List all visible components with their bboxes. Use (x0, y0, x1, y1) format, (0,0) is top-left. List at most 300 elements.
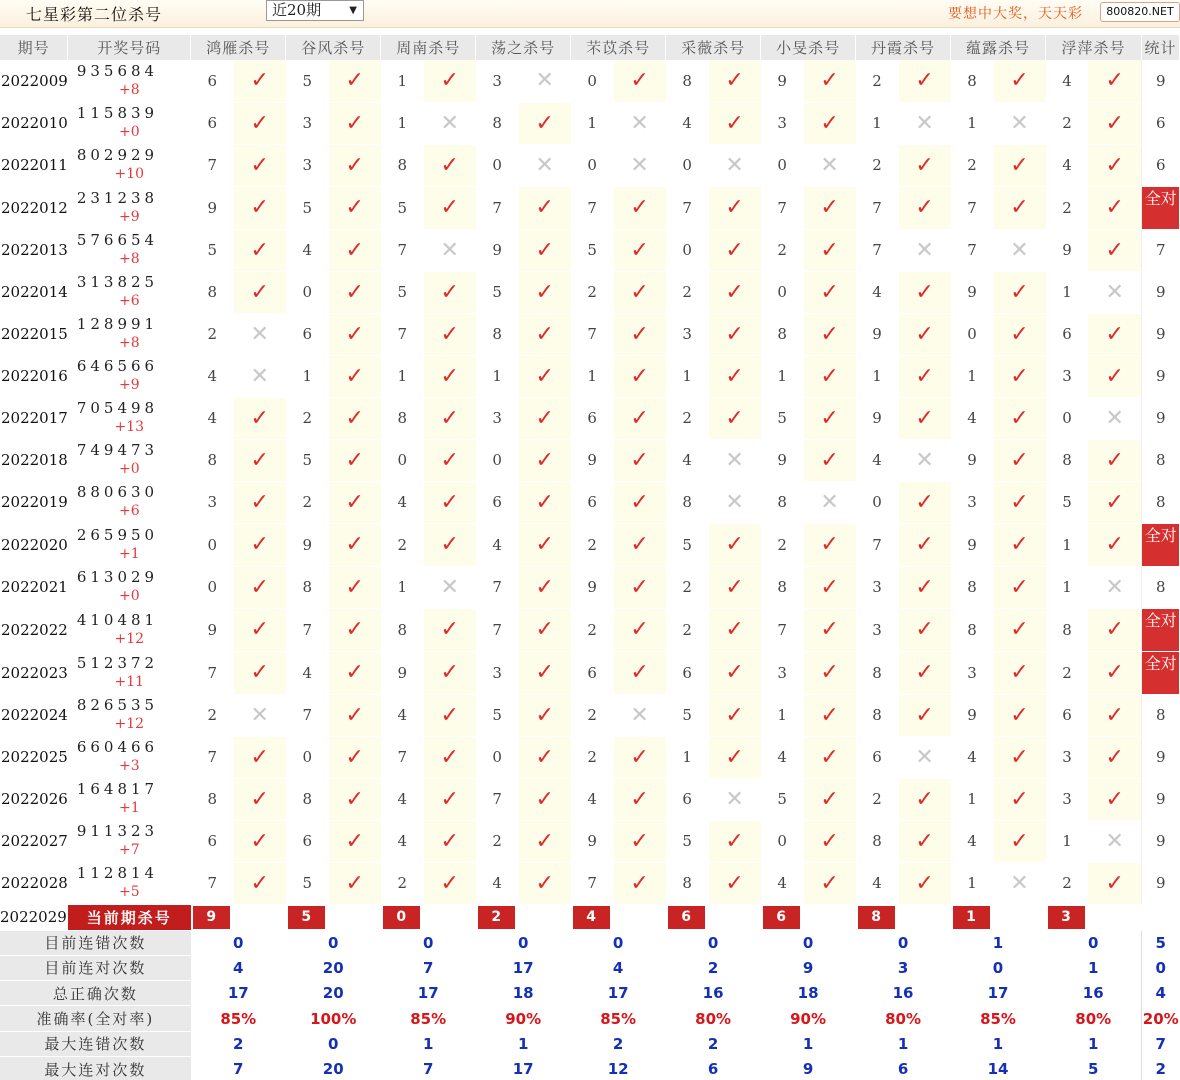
issue-number: 2022015 (0, 313, 68, 355)
summary-label: 最大连错次数 (0, 1031, 191, 1056)
kill-number: 2 (381, 862, 424, 904)
row-total: 8 (1141, 694, 1179, 736)
kill-number: 5 (286, 186, 329, 229)
kill-number: 5 (666, 820, 709, 862)
col-header-expert: 丹霞杀号 (856, 35, 951, 60)
row-total: 8 (1141, 481, 1179, 523)
kill-number: 4 (666, 439, 709, 481)
draw-result (68, 229, 191, 271)
issue-number: 2022025 (0, 736, 68, 778)
kill-number: 5 (286, 862, 329, 904)
draw-digits: 802929 (76, 146, 159, 164)
kill-number: 9 (571, 439, 614, 481)
check-mark-icon: ✓ (804, 439, 856, 481)
table-row (0, 651, 1180, 694)
summary-value: 0 (381, 930, 476, 955)
draw-digits: 410481 (76, 610, 159, 629)
summary-value: 17 (381, 981, 476, 1006)
kill-number: 2 (1046, 862, 1089, 904)
check-mark-icon: ✓ (1088, 186, 1141, 229)
kill-number: 7 (571, 862, 614, 904)
kill-number: 6 (666, 651, 709, 694)
row-total: 9 (1141, 736, 1179, 778)
table-row (0, 355, 1180, 397)
kill-number: 5 (286, 60, 329, 102)
kill-number: 7 (476, 608, 519, 651)
check-mark-icon: ✓ (424, 313, 476, 355)
draw-spread: +8 (118, 335, 140, 351)
check-mark-icon: ✓ (899, 481, 951, 523)
check-mark-icon: ✓ (329, 186, 381, 229)
issue-number: 2022024 (0, 694, 68, 736)
kill-number: 0 (476, 439, 519, 481)
table-row (0, 862, 1180, 904)
check-mark-icon: ✓ (614, 778, 666, 820)
summary-value: 85% (951, 1006, 1046, 1031)
kill-number: 9 (191, 186, 234, 229)
draw-result (68, 271, 191, 313)
summary-value: 12 (571, 1056, 666, 1080)
current-issue: 2022029 (0, 904, 68, 930)
kill-number: 0 (666, 144, 709, 186)
check-mark-icon: ✓ (614, 313, 666, 355)
kill-number: 4 (381, 778, 424, 820)
check-mark-icon: ✓ (804, 862, 856, 904)
check-mark-icon: ✓ (329, 736, 381, 778)
summary-label: 准确率(全对率) (0, 1006, 191, 1031)
draw-digits: 705498 (76, 399, 159, 417)
summary-value: 16 (856, 981, 951, 1006)
kill-number: 4 (381, 481, 424, 523)
check-mark-icon: ✓ (994, 481, 1046, 523)
check-mark-icon: ✓ (329, 862, 381, 904)
table-row (0, 566, 1180, 608)
cross-mark-icon: ✕ (519, 144, 571, 186)
row-total: 9 (1141, 355, 1179, 397)
kill-number: 1 (571, 355, 614, 397)
current-kill-number: 2 (478, 906, 515, 929)
check-mark-icon: ✓ (519, 694, 571, 736)
col-header-expert: 小旻杀号 (761, 35, 856, 60)
summary-value: 18 (761, 981, 856, 1006)
kill-number: 7 (381, 229, 424, 271)
kill-number: 0 (476, 144, 519, 186)
summary-row (0, 1056, 1180, 1080)
table-row (0, 144, 1180, 186)
summary-value: 0 (191, 930, 286, 955)
summary-value: 1 (1046, 1031, 1142, 1056)
kill-number: 2 (191, 313, 234, 355)
summary-value: 2 (666, 1031, 761, 1056)
check-mark-icon: ✓ (519, 608, 571, 651)
kill-number: 4 (1046, 144, 1089, 186)
check-mark-icon: ✓ (994, 60, 1046, 102)
check-mark-icon: ✓ (994, 736, 1046, 778)
cross-mark-icon: ✕ (1088, 566, 1141, 608)
check-mark-icon: ✓ (994, 271, 1046, 313)
summary-row (0, 1006, 1180, 1031)
issue-number: 2022014 (0, 271, 68, 313)
kill-number: 2 (286, 397, 329, 439)
current-kill-number: 6 (668, 906, 705, 929)
summary-value: 85% (381, 1006, 476, 1031)
col-header-expert: 鸿雁杀号 (191, 35, 286, 60)
current-kill-cell (381, 904, 476, 930)
check-mark-icon: ✓ (994, 566, 1046, 608)
check-mark-icon: ✓ (804, 102, 856, 144)
check-mark-icon: ✓ (804, 736, 856, 778)
check-mark-icon: ✓ (519, 820, 571, 862)
kill-number: 5 (1046, 481, 1089, 523)
check-mark-icon: ✓ (899, 60, 951, 102)
kill-number: 9 (476, 229, 519, 271)
site-badge[interactable]: 800820.NET (1100, 2, 1180, 22)
table-row (0, 60, 1180, 102)
check-mark-icon: ✓ (614, 355, 666, 397)
check-mark-icon: ✓ (899, 694, 951, 736)
summary-value: 90% (476, 1006, 571, 1031)
kill-number: 9 (571, 566, 614, 608)
table-row (0, 820, 1180, 862)
kill-number: 8 (666, 60, 709, 102)
kill-number: 0 (666, 229, 709, 271)
kill-number: 7 (856, 523, 899, 566)
issue-number: 2022027 (0, 820, 68, 862)
draw-digits: 128991 (76, 315, 159, 333)
kill-number: 8 (666, 862, 709, 904)
current-kill-cell (476, 904, 571, 930)
check-mark-icon: ✓ (709, 608, 761, 651)
kill-number: 3 (951, 651, 994, 694)
kill-number: 1 (856, 102, 899, 144)
draw-spread: +6 (118, 293, 140, 309)
kill-number: 7 (856, 229, 899, 271)
check-mark-icon: ✓ (519, 102, 571, 144)
summary-overall: 5 (1141, 930, 1179, 955)
draw-spread: +10 (114, 166, 145, 182)
draw-result (68, 820, 191, 862)
check-mark-icon: ✓ (899, 144, 951, 186)
check-mark-icon: ✓ (519, 355, 571, 397)
table-row (0, 694, 1180, 736)
draw-digits: 265950 (76, 525, 159, 544)
current-kill-number: 0 (383, 906, 420, 929)
kill-number: 5 (476, 271, 519, 313)
check-mark-icon: ✓ (424, 736, 476, 778)
draw-digits: 826535 (76, 696, 159, 714)
kill-number: 8 (381, 144, 424, 186)
cross-mark-icon: ✕ (709, 144, 761, 186)
kill-number: 7 (191, 736, 234, 778)
table-row (0, 186, 1180, 229)
check-mark-icon: ✓ (994, 397, 1046, 439)
kill-number: 2 (951, 144, 994, 186)
kill-number: 2 (1046, 651, 1089, 694)
check-mark-icon: ✓ (994, 608, 1046, 651)
summary-value: 1 (476, 1031, 571, 1056)
kill-number: 7 (761, 186, 804, 229)
kill-number: 1 (381, 60, 424, 102)
check-mark-icon: ✓ (1088, 60, 1141, 102)
check-mark-icon: ✓ (804, 186, 856, 229)
col-header-expert: 周南杀号 (381, 35, 476, 60)
draw-digits: 512372 (76, 653, 159, 672)
summary-value: 0 (951, 955, 1046, 980)
check-mark-icon: ✓ (519, 523, 571, 566)
draw-result (68, 523, 191, 566)
col-header-draw: 开奖号码 (68, 35, 191, 60)
check-mark-icon: ✓ (234, 736, 286, 778)
summary-value: 0 (666, 930, 761, 955)
check-mark-icon: ✓ (994, 313, 1046, 355)
kill-number: 2 (761, 229, 804, 271)
summary-value: 7 (381, 955, 476, 980)
check-mark-icon: ✓ (329, 694, 381, 736)
summary-value: 80% (666, 1006, 761, 1031)
period-select[interactable] (266, 0, 364, 21)
kill-number: 0 (381, 439, 424, 481)
check-mark-icon: ✓ (519, 186, 571, 229)
kill-number: 8 (476, 313, 519, 355)
kill-number: 9 (191, 608, 234, 651)
all-correct-badge: 全对 (1142, 652, 1179, 694)
draw-result (68, 736, 191, 778)
check-mark-icon: ✓ (899, 355, 951, 397)
kill-number: 5 (761, 397, 804, 439)
check-mark-icon: ✓ (614, 186, 666, 229)
issue-number: 2022018 (0, 439, 68, 481)
cross-mark-icon: ✕ (804, 144, 856, 186)
kill-number: 5 (666, 523, 709, 566)
row-total: 6 (1141, 144, 1179, 186)
check-mark-icon: ✓ (804, 60, 856, 102)
draw-result (68, 397, 191, 439)
kill-number: 7 (951, 229, 994, 271)
current-kill-cell (666, 904, 761, 930)
col-header-expert: 蕴露杀号 (951, 35, 1046, 60)
check-mark-icon: ✓ (804, 694, 856, 736)
kill-number: 2 (666, 608, 709, 651)
draw-result (68, 60, 191, 102)
check-mark-icon: ✓ (424, 439, 476, 481)
draw-digits: 115839 (76, 104, 159, 122)
summary-value: 7 (191, 1056, 286, 1080)
col-header-expert: 芣苡杀号 (571, 35, 666, 60)
kill-number: 8 (1046, 608, 1089, 651)
check-mark-icon: ✓ (804, 651, 856, 694)
check-mark-icon: ✓ (614, 481, 666, 523)
kill-number: 4 (381, 694, 424, 736)
cross-mark-icon: ✕ (614, 144, 666, 186)
check-mark-icon: ✓ (329, 820, 381, 862)
draw-result (68, 439, 191, 481)
check-mark-icon: ✓ (614, 862, 666, 904)
summary-value: 18 (476, 981, 571, 1006)
check-mark-icon: ✓ (994, 439, 1046, 481)
check-mark-icon: ✓ (234, 566, 286, 608)
draw-result (68, 778, 191, 820)
cross-mark-icon: ✕ (234, 355, 286, 397)
kill-number: 0 (856, 481, 899, 523)
summary-value: 0 (1046, 930, 1142, 955)
kill-number: 7 (571, 186, 614, 229)
kill-number: 3 (476, 651, 519, 694)
kill-number: 1 (381, 566, 424, 608)
kill-number: 3 (1046, 736, 1089, 778)
current-kill-number: 3 (1048, 906, 1085, 929)
draw-result (68, 355, 191, 397)
kill-number: 4 (856, 271, 899, 313)
issue-number: 2022013 (0, 229, 68, 271)
check-mark-icon: ✓ (234, 229, 286, 271)
check-mark-icon: ✓ (994, 694, 1046, 736)
summary-overall: 2 (1141, 1056, 1179, 1080)
kill-number: 0 (761, 271, 804, 313)
kill-number: 9 (856, 397, 899, 439)
check-mark-icon: ✓ (899, 523, 951, 566)
kill-number: 1 (1046, 271, 1089, 313)
draw-digits: 880630 (76, 483, 159, 501)
issue-number: 2022009 (0, 60, 68, 102)
check-mark-icon: ✓ (1088, 481, 1141, 523)
issue-number: 2022023 (0, 651, 68, 694)
check-mark-icon: ✓ (1088, 355, 1141, 397)
current-kill-cell (571, 904, 666, 930)
summary-row (0, 955, 1180, 980)
check-mark-icon: ✓ (709, 229, 761, 271)
kill-number: 0 (761, 820, 804, 862)
summary-value: 100% (286, 1006, 381, 1031)
current-kill-number: 8 (858, 906, 895, 929)
issue-number: 2022016 (0, 355, 68, 397)
kill-number: 1 (476, 355, 519, 397)
kill-number: 4 (476, 523, 519, 566)
draw-spread: +0 (118, 124, 140, 140)
kill-number: 6 (1046, 694, 1089, 736)
kill-number: 2 (571, 736, 614, 778)
check-mark-icon: ✓ (899, 271, 951, 313)
summary-label: 目前连对次数 (0, 955, 191, 980)
check-mark-icon: ✓ (994, 820, 1046, 862)
issue-number: 2022010 (0, 102, 68, 144)
kill-number: 3 (286, 102, 329, 144)
check-mark-icon: ✓ (614, 397, 666, 439)
kill-number: 0 (286, 271, 329, 313)
summary-value: 80% (1046, 1006, 1142, 1031)
kill-number: 1 (571, 102, 614, 144)
kill-number: 3 (1046, 778, 1089, 820)
draw-spread: +11 (114, 673, 145, 690)
table-row (0, 736, 1180, 778)
kill-number: 5 (476, 694, 519, 736)
current-kill-cell (856, 904, 951, 930)
kill-number: 6 (666, 778, 709, 820)
check-mark-icon: ✓ (614, 608, 666, 651)
kill-number: 9 (951, 439, 994, 481)
summary-value: 0 (571, 930, 666, 955)
check-mark-icon: ✓ (614, 60, 666, 102)
kill-number: 8 (761, 566, 804, 608)
table-row (0, 481, 1180, 523)
summary-overall: 4 (1141, 981, 1179, 1006)
kill-number: 1 (856, 355, 899, 397)
row-total: 8 (1141, 566, 1179, 608)
kill-number: 4 (381, 820, 424, 862)
cross-mark-icon: ✕ (994, 229, 1046, 271)
kill-number: 3 (666, 313, 709, 355)
all-correct-badge: 全对 (1142, 609, 1179, 651)
summary-value: 0 (476, 930, 571, 955)
check-mark-icon: ✓ (1088, 778, 1141, 820)
summary-value: 0 (286, 1031, 381, 1056)
summary-value: 16 (666, 981, 761, 1006)
summary-value: 1 (951, 1031, 1046, 1056)
draw-result (68, 608, 191, 651)
current-kill-number: 9 (193, 906, 230, 929)
current-kill-number: 6 (763, 906, 800, 929)
draw-spread: +9 (118, 377, 140, 393)
kill-number: 9 (856, 313, 899, 355)
summary-value: 5 (1046, 1056, 1142, 1080)
kill-number: 8 (856, 694, 899, 736)
kill-number: 2 (381, 523, 424, 566)
check-mark-icon: ✓ (234, 60, 286, 102)
kill-number: 9 (761, 60, 804, 102)
summary-value: 4 (571, 955, 666, 980)
check-mark-icon: ✓ (329, 651, 381, 694)
kill-number: 1 (1046, 523, 1089, 566)
kill-number: 9 (286, 523, 329, 566)
check-mark-icon: ✓ (1088, 862, 1141, 904)
cross-mark-icon: ✕ (519, 60, 571, 102)
draw-digits: 576654 (76, 231, 159, 249)
check-mark-icon: ✓ (424, 651, 476, 694)
kill-number: 1 (951, 102, 994, 144)
kill-number: 0 (286, 736, 329, 778)
check-mark-icon: ✓ (519, 736, 571, 778)
kill-number: 8 (191, 439, 234, 481)
current-kill-number: 5 (288, 906, 325, 929)
draw-spread: +8 (118, 81, 140, 98)
kill-number: 5 (381, 186, 424, 229)
kill-number: 2 (666, 397, 709, 439)
kill-number: 0 (571, 144, 614, 186)
check-mark-icon: ✓ (519, 397, 571, 439)
draw-spread: +8 (118, 251, 140, 267)
check-mark-icon: ✓ (709, 862, 761, 904)
kill-number: 6 (571, 651, 614, 694)
check-mark-icon: ✓ (1088, 523, 1141, 566)
summary-value: 2 (571, 1031, 666, 1056)
check-mark-icon: ✓ (1088, 102, 1141, 144)
kill-number: 1 (951, 355, 994, 397)
cross-mark-icon: ✕ (234, 313, 286, 355)
kill-number: 5 (191, 229, 234, 271)
summary-value: 2 (666, 955, 761, 980)
kill-number: 0 (761, 144, 804, 186)
summary-value: 6 (666, 1056, 761, 1080)
draw-result (68, 186, 191, 229)
check-mark-icon: ✓ (899, 397, 951, 439)
issue-number: 2022026 (0, 778, 68, 820)
kill-number: 2 (571, 694, 614, 736)
check-mark-icon: ✓ (899, 186, 951, 229)
kill-number: 2 (856, 60, 899, 102)
kill-number: 6 (286, 820, 329, 862)
summary-value: 16 (1046, 981, 1142, 1006)
check-mark-icon: ✓ (709, 60, 761, 102)
row-total: 9 (1141, 313, 1179, 355)
